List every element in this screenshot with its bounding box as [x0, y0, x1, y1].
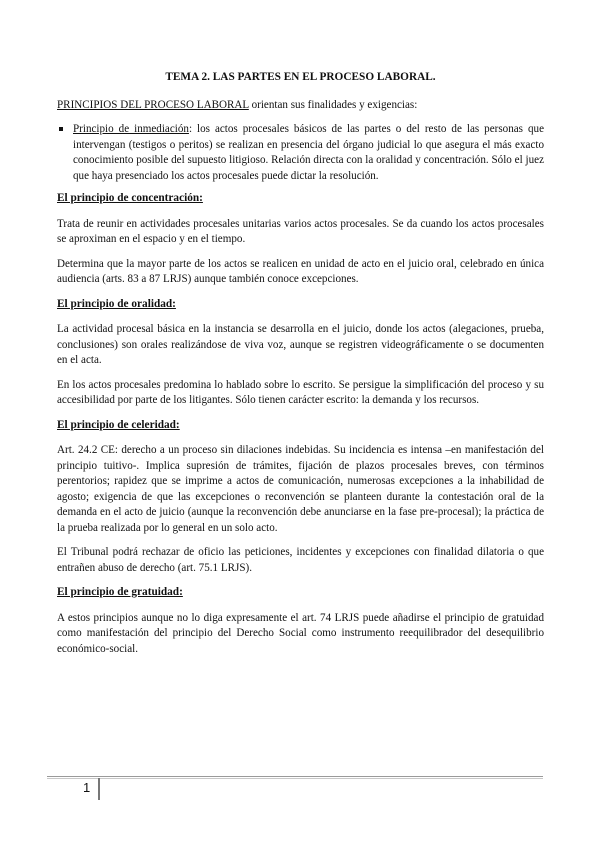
- intro-underlined: PRINCIPIOS DEL PROCESO LABORAL: [57, 98, 249, 111]
- oralidad-paragraph-1: La actividad procesal básica en la instancia se desarrolla en el juicio, donde los actos (alegaciones, prueba, conclusiones) son orales realizándose de viva voz, aunque se registren videográficamente o se documenten en el acta.: [57, 323, 544, 366]
- bullet-lead: Principio de inmediación: [73, 123, 189, 135]
- page-number: 1: [83, 780, 91, 795]
- page-number-separator: [98, 778, 100, 800]
- bullet-text: : los actos procesales básicos de las partes o del resto de las personas que intervengan (testigos o peritos) se realizan en presencia del órgano judicial lo que asegura el más exacto conocimiento posible del supuesto litigioso. Relación directa con la oralidad y concentración. Sólo el juez que haya presenciado los actos procesales puede dictar la resolución.: [73, 123, 544, 182]
- document-title: TEMA 2. LAS PARTES EN EL PROCESO LABORAL.: [165, 71, 436, 83]
- intro-rest: orientan sus finalidades y exigencias:: [248, 98, 418, 111]
- footer-divider-secondary: [47, 778, 543, 779]
- heading-celeridad: El principio de celeridad:: [57, 418, 180, 431]
- concentracion-paragraph-1: Trata de reunir en actividades procesales unitarias varios actos procesales. Se da cuando los actos procesales se aproximan en el espacio y en el tiempo.: [57, 217, 544, 245]
- celeridad-paragraph-1: Art. 24.2 CE: derecho a un proceso sin dilaciones indebidas. Su incidencia es intensa –en manifestación del principio tuitivo-. Implica supresión de trámites, fijación de plazos procesales breves, con términos perentorios; rapidez que se imprime a actos de comunicación, numerosas excepciones a la inhabilidad de agosto; exigencia de que las excepciones o reconvención se planteen durante la contestación oral de la demanda en el acto de juicio (aunque la reconvención debe anunciarse en la fase pre-procesal); la práctica de la prueba realizada por lo general en un solo acto.: [57, 444, 544, 534]
- celeridad-paragraph-2: El Tribunal podrá rechazar de oficio las peticiones, incidentes y excepciones con finalidad dilatoria o que entrañen abuso de derecho (art. 75.1 LRJS).: [57, 546, 544, 574]
- oralidad-paragraph-2: En los actos procesales predomina lo hablado sobre lo escrito. Se persigue la simplificación del proceso y su accesibilidad por parte de los litigantes. Sólo tienen carácter escrito: la demanda y los recursos.: [57, 378, 544, 406]
- heading-concentracion: El principio de concentración:: [57, 192, 203, 204]
- page-content: [57, 70, 544, 666]
- footer-divider: [47, 776, 543, 777]
- intro-line: [57, 98, 544, 114]
- bullet-square-icon: [59, 127, 63, 131]
- concentracion-paragraph-2: Determina que la mayor parte de los actos se realicen en unidad de acto en el juicio oral, celebrado en única audiencia (arts. 83 a 87 LRJS) aunque también conoce excepciones.: [57, 257, 544, 285]
- heading-gratuidad: El principio de gratuidad:: [57, 586, 183, 598]
- bullet-inmediacion: [57, 122, 544, 184]
- heading-oralidad: El principio de oralidad:: [57, 297, 176, 310]
- gratuidad-paragraph-1: A estos principios aunque no lo diga expresamente el art. 74 LRJS puede añadirse el principio de gratuidad como manifestación del principio del Derecho Social como instrumento reequilibrador del desequilibrio económico-social.: [57, 611, 544, 655]
